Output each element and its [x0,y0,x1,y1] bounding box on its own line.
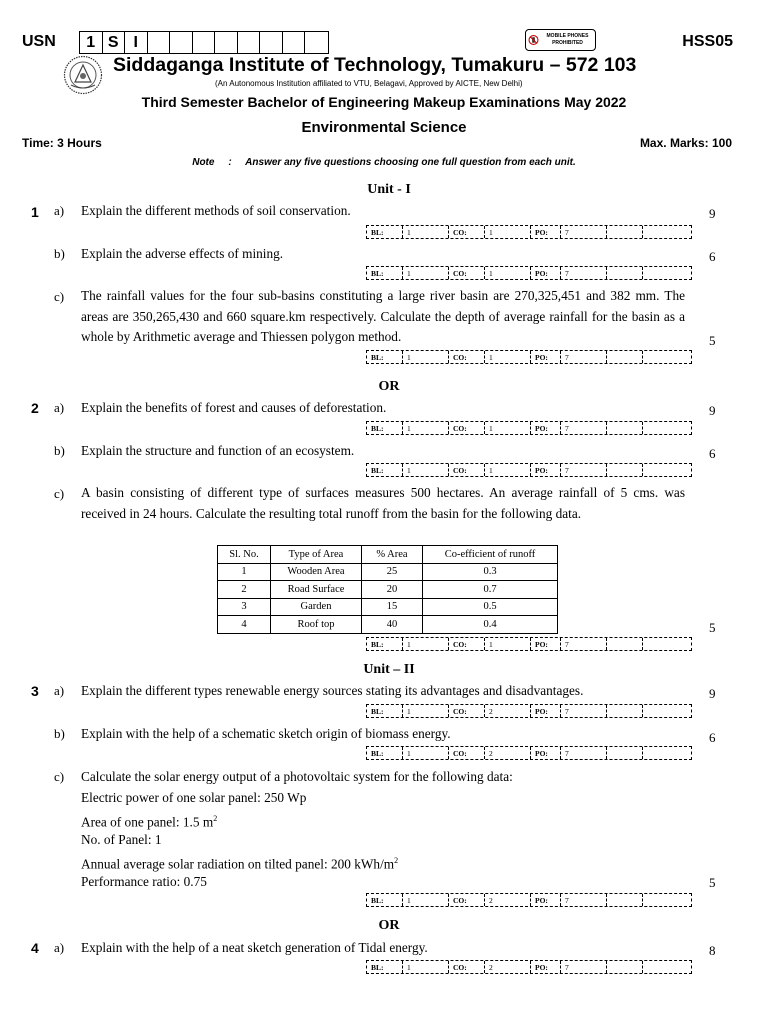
question-number: 4 [31,940,39,956]
part-label: a) [54,203,65,218]
table-cell: 25 [362,563,423,581]
co-value: 1 [485,638,531,650]
meta-blank [607,464,643,476]
question-text: Explain with the help of a schematic sketch origin of biomass energy. [81,726,451,741]
meta-blank [643,226,691,238]
usn-cell: 1 [80,32,103,53]
po-label: PO: [531,226,561,238]
bl-label: BL: [367,961,403,973]
marks: 5 [709,333,716,348]
or-divider: OR [378,918,400,933]
question-meta [366,266,692,280]
meta-blank [607,351,643,363]
question-text: Explain the adverse effects of mining. [81,246,284,261]
question-meta [366,637,692,651]
meta-blank [643,638,691,650]
bl-label: BL: [367,638,403,650]
question-meta [366,225,692,239]
po-label: PO: [531,961,561,973]
data-line-text: Annual average solar radiation on tilted panel: 200 kWh/m [81,856,395,872]
co-value: 2 [485,747,531,759]
question-meta [366,960,692,974]
superscript: 2 [394,856,399,865]
part-label: b) [54,726,65,741]
co-label: CO: [449,638,485,650]
part-label: b) [54,246,65,261]
question-text: Explain the benefits of forest and causes of deforestation. [81,400,387,415]
marks: 9 [709,206,716,221]
po-value: 7 [561,705,607,717]
co-label: CO: [449,705,485,717]
part-label: c) [54,486,65,501]
bl-label: BL: [367,747,403,759]
bl-label: BL: [367,422,403,434]
po-value: 7 [561,747,607,759]
bl-label: BL: [367,267,403,279]
meta-blank [643,267,691,279]
po-value: 7 [561,226,607,238]
po-value: 7 [561,894,607,906]
meta-blank [607,894,643,906]
table-header: Sl. No. [218,546,271,564]
table-row [218,616,558,634]
usn-cell [170,32,193,53]
marks: 9 [709,403,716,418]
meta-blank [643,464,691,476]
table-cell: 15 [362,598,423,616]
table-cell: Roof top [271,616,362,634]
part-label: c) [54,289,65,304]
question-text: Explain the different methods of soil conservation. [81,203,351,218]
po-label: PO: [531,894,561,906]
table-cell: Wooden Area [271,563,362,581]
question-meta [366,421,692,435]
table-header: Co-efficient of runoff [423,546,558,564]
table-header-row [218,546,558,564]
meta-blank [643,422,691,434]
po-label: PO: [531,422,561,434]
marks: 5 [709,620,716,635]
institute-subtitle: (An Autonomous Institution affiliated to VTU, Belagavi, Approved by AICTE, New Delhi) [215,79,523,88]
po-label: PO: [531,638,561,650]
co-value: 1 [485,422,531,434]
question-number: 1 [31,204,39,220]
question-meta [366,746,692,760]
question-meta [366,350,692,364]
data-line: No. of Panel: 1 [81,832,162,847]
question-text: The rainfall values for the four sub-basins constituting a large river basin are 270,325,451 and 382 mm. The areas are 350,265,430 and 660 square.km respectively. Calculate the depth of average rainfall for the basin as a whole by Arithmetic average and Thiessen polygon method. [81,288,685,345]
data-line-text: Area of one panel: 1.5 m [81,814,214,830]
meta-blank [643,705,691,717]
mobile-badge-text: MOBILE PHONES PROHIBITED [546,33,589,46]
part-label: a) [54,940,65,955]
max-marks: Max. Marks: 100 [639,136,732,150]
po-label: PO: [531,464,561,476]
or-divider: OR [378,379,400,394]
question-text: Calculate the solar energy output of a photovoltaic system for the following data: [81,769,513,784]
bl-value: 1 [403,464,449,476]
question-meta [366,893,692,907]
unit-2-heading: Unit – II [363,662,415,677]
co-value: 1 [485,226,531,238]
table-cell: Garden [271,598,362,616]
marks: 5 [709,875,716,890]
meta-blank [643,961,691,973]
co-label: CO: [449,226,485,238]
bl-value: 1 [403,705,449,717]
table-header: % Area [362,546,423,564]
co-value: 1 [485,267,531,279]
table-cell: 0.3 [423,563,558,581]
bl-value: 1 [403,747,449,759]
usn-label: USN [22,33,56,50]
part-label: a) [54,400,65,415]
unit-1-heading: Unit - I [367,182,411,197]
po-label: PO: [531,705,561,717]
meta-blank [607,705,643,717]
usn-cell [305,32,328,53]
bl-label: BL: [367,894,403,906]
bl-value: 1 [403,351,449,363]
part-label: b) [54,443,65,458]
po-value: 7 [561,351,607,363]
question-meta [366,704,692,718]
po-value: 7 [561,961,607,973]
co-value: 2 [485,705,531,717]
meta-blank [607,267,643,279]
po-value: 7 [561,464,607,476]
co-label: CO: [449,422,485,434]
question-text: Explain the different types renewable energy sources stating its advantages and disadvantages. [81,683,584,698]
usn-cell: S [103,32,126,53]
co-label: CO: [449,351,485,363]
bl-label: BL: [367,351,403,363]
co-value: 2 [485,894,531,906]
table-cell: 40 [362,616,423,634]
co-value: 1 [485,464,531,476]
co-label: CO: [449,464,485,476]
marks: 6 [709,249,716,264]
marks: 8 [709,943,716,958]
runoff-table [217,545,558,634]
table-row [218,598,558,616]
usn-cell [193,32,216,53]
table-cell: 4 [218,616,271,634]
po-label: PO: [531,351,561,363]
question-number: 3 [31,683,39,699]
mobile-prohibited-badge [525,29,596,51]
subject-title: Environmental Science [301,119,467,136]
co-value: 1 [485,351,531,363]
meta-blank [607,638,643,650]
usn-cell [283,32,306,53]
bl-value: 1 [403,894,449,906]
question-text: A basin consisting of different type of surfaces measures 500 hectares. An average rainfall of 5 cms. was received in 24 hours. Calculate the resulting total runoff from the basin for the following data. [81,485,685,521]
bl-label: BL: [367,464,403,476]
usn-cell [215,32,238,53]
usn-cell: I [125,32,148,53]
question-text: Explain the structure and function of an ecosystem. [81,443,355,458]
table-cell: Road Surface [271,581,362,599]
institute-name: Siddaganga Institute of Technology, Tumakuru – 572 103 [113,54,637,76]
po-label: PO: [531,747,561,759]
table-cell: 3 [218,598,271,616]
table-header: Type of Area [271,546,362,564]
usn-cell [238,32,261,53]
table-cell: 2 [218,581,271,599]
bl-value: 1 [403,422,449,434]
meta-blank [607,226,643,238]
usn-boxes [79,31,329,54]
po-value: 7 [561,422,607,434]
table-cell: 0.5 [423,598,558,616]
co-label: CO: [449,747,485,759]
meta-blank [643,747,691,759]
superscript: 2 [213,814,218,823]
question-number: 2 [31,400,39,416]
exam-time: Time: 3 Hours [22,136,102,150]
table-cell: 20 [362,581,423,599]
meta-blank [643,351,691,363]
question-text: Explain with the help of a neat sketch generation of Tidal energy. [81,940,428,955]
paper-code: HSS05 [682,33,733,50]
meta-blank [607,747,643,759]
meta-blank [607,961,643,973]
marks: 6 [709,730,716,745]
co-label: CO: [449,267,485,279]
exam-title: Third Semester Bachelor of Engineering Makeup Examinations May 2022 [141,94,627,110]
bl-label: BL: [367,226,403,238]
co-label: CO: [449,961,485,973]
po-value: 7 [561,267,607,279]
meta-blank [643,894,691,906]
table-row [218,563,558,581]
bl-value: 1 [403,226,449,238]
table-row [218,581,558,599]
marks: 6 [709,446,716,461]
data-line: Electric power of one solar panel: 250 Wp [81,790,307,805]
part-label: a) [54,683,65,698]
bl-label: BL: [367,705,403,717]
table-cell: 0.4 [423,616,558,634]
institute-logo [63,55,103,95]
part-label: c) [54,769,65,784]
exam-note: Note : Answer any five questions choosing one full question from each unit. [192,157,576,168]
po-label: PO: [531,267,561,279]
usn-cell [148,32,171,53]
bl-value: 1 [403,638,449,650]
table-cell: 1 [218,563,271,581]
po-value: 7 [561,638,607,650]
question-meta [366,463,692,477]
co-label: CO: [449,894,485,906]
usn-cell [260,32,283,53]
bl-value: 1 [403,961,449,973]
bl-value: 1 [403,267,449,279]
meta-blank [607,422,643,434]
no-phone-icon [528,32,539,48]
co-value: 2 [485,961,531,973]
data-line: Performance ratio: 0.75 [81,874,207,889]
marks: 9 [709,686,716,701]
table-cell: 0.7 [423,581,558,599]
